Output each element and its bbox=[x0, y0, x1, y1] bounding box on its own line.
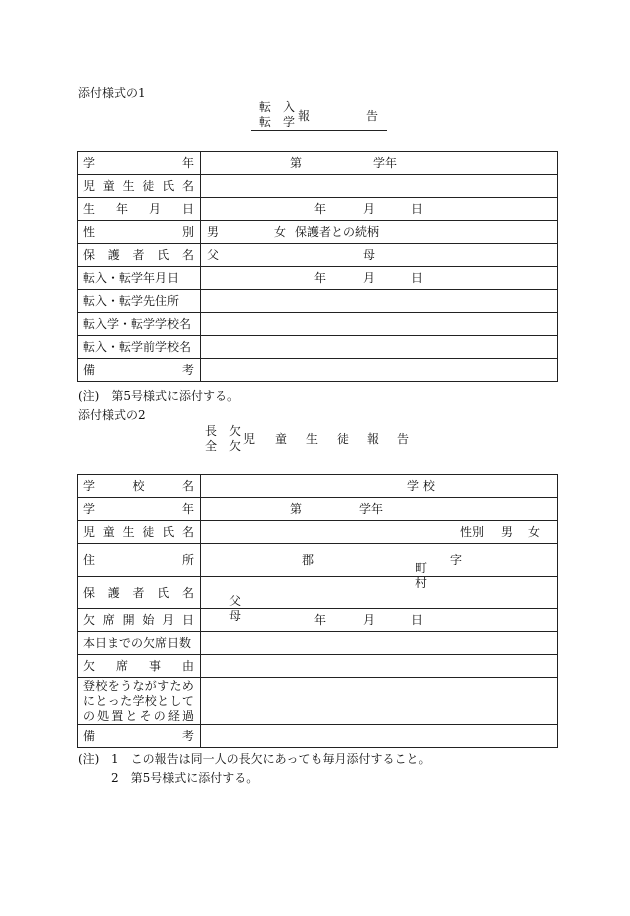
form2-row-grade bbox=[78, 498, 558, 521]
form2-address-mura: 村 bbox=[415, 576, 428, 590]
form2-address-aza: 字 bbox=[450, 553, 463, 567]
form1-row-guardian bbox=[78, 244, 558, 267]
form2-row-name bbox=[78, 521, 558, 544]
form1-guardian-mother: 母 bbox=[363, 248, 376, 262]
form2-absence-reason-label: 欠 席 事 由 bbox=[83, 659, 194, 673]
form1-remarks-field[interactable] bbox=[201, 359, 558, 382]
form2-absence-start-field[interactable] bbox=[201, 609, 558, 632]
form1-sex-field[interactable] bbox=[201, 221, 558, 244]
form1-row-name bbox=[78, 175, 558, 198]
form2-note-2: 2 第5号様式に添付する。 bbox=[111, 771, 259, 785]
form2-row-absence-days bbox=[78, 632, 558, 655]
form2-guardian-father: 父 bbox=[229, 593, 242, 608]
form1-grade-prefix: 第 bbox=[290, 156, 303, 170]
form2-guardian-field[interactable] bbox=[201, 577, 558, 623]
form2-sex-label: 性別 bbox=[460, 525, 485, 539]
form1-name-field[interactable] bbox=[201, 175, 558, 198]
form1-name-label: 児 童 生 徒 氏 名 bbox=[83, 179, 194, 193]
form1-sex-female[interactable]: 女 bbox=[274, 225, 287, 239]
form2-title-word-4: 徒 bbox=[337, 432, 350, 446]
form1-prev-school-label: 転入・転学前学校名 bbox=[83, 340, 192, 354]
form2-remarks-label: 備 考 bbox=[83, 729, 194, 743]
form1-prev-school-field[interactable] bbox=[201, 336, 558, 359]
form1-birth-day: 日 bbox=[411, 202, 424, 216]
form2-absence-month: 月 bbox=[363, 613, 376, 627]
form2-row-guardian bbox=[78, 577, 558, 609]
form2-absence-year: 年 bbox=[314, 613, 327, 627]
form1-caption: 添付様式の1 bbox=[78, 86, 146, 100]
form1-school-name-label: 転入学・転学学校名 bbox=[83, 317, 192, 331]
form1-birth-label: 生 年 月 日 bbox=[83, 202, 194, 216]
form1-title-word2: 告 bbox=[366, 109, 379, 123]
form2-sex-male[interactable]: 男 bbox=[501, 525, 514, 539]
form2-address-machi: 町 bbox=[415, 561, 428, 575]
form2-absence-days-label: 本日までの欠席日数 bbox=[83, 636, 192, 650]
form2-title-stack-top: 長 欠 bbox=[205, 424, 242, 438]
form2-name-label: 児 童 生 徒 氏 名 bbox=[83, 525, 194, 539]
form1-destination-label: 転入・転学先住所 bbox=[83, 294, 180, 308]
form1-row-sex bbox=[78, 221, 558, 244]
form2-note-prefix: (注) bbox=[78, 752, 100, 766]
form2-address-gun: 郡 bbox=[302, 553, 315, 567]
form1-transfer-day: 日 bbox=[411, 271, 424, 285]
form1-birth-year: 年 bbox=[314, 202, 327, 216]
form2-measures-line2: に と っ た 学 校 と し て bbox=[83, 693, 194, 708]
form1-school-name-field[interactable] bbox=[201, 313, 558, 336]
form1-sex-relation-label: 保護者との続柄 bbox=[295, 225, 380, 239]
form1-row-transfer-date bbox=[78, 267, 558, 290]
form2-measures-field[interactable] bbox=[201, 678, 558, 725]
form1-row-birth bbox=[78, 198, 558, 221]
form2-measures-label bbox=[78, 678, 201, 725]
form2-note-1: 1 この報告は同一人の長欠にあっても毎月添付すること。 bbox=[111, 752, 431, 766]
form2-guardian-label: 保 護 者 氏 名 bbox=[83, 585, 194, 600]
form2-grade-label: 学 年 bbox=[83, 502, 194, 516]
form1-title-stack-bottom: 転 学 bbox=[259, 115, 296, 129]
form1-table bbox=[77, 151, 558, 382]
form2-row-school bbox=[78, 475, 558, 498]
form1-grade-field[interactable] bbox=[201, 152, 558, 175]
form2-title-stack-bottom: 全 欠 bbox=[205, 439, 242, 453]
form2-row-absence-start bbox=[78, 609, 558, 632]
form2-title-word-1: 児 bbox=[243, 432, 256, 446]
form1-note: (注) 第5号様式に添付する。 bbox=[78, 389, 239, 403]
form2-absence-days-field[interactable] bbox=[201, 632, 558, 655]
form1-row-school-name bbox=[78, 313, 558, 336]
form1-row-destination bbox=[78, 290, 558, 313]
form2-sex-female[interactable]: 女 bbox=[528, 525, 541, 539]
form2-school-label: 学 校 名 bbox=[83, 479, 194, 493]
form1-row-grade bbox=[78, 152, 558, 175]
form2-school-field[interactable] bbox=[201, 475, 558, 498]
form2-title-word-2: 童 bbox=[275, 432, 288, 446]
form2-measures-line1: 登 校 を う な が す た め bbox=[83, 678, 194, 693]
form1-transfer-year: 年 bbox=[314, 271, 327, 285]
form2-address-field[interactable] bbox=[201, 544, 558, 590]
form1-sex-label: 性 別 bbox=[83, 225, 194, 239]
form1-guardian-field[interactable] bbox=[201, 244, 558, 267]
form1-destination-field[interactable] bbox=[201, 290, 558, 313]
form1-birth-field[interactable] bbox=[201, 198, 558, 221]
form2-title-word-5: 報 bbox=[367, 432, 380, 446]
form2-absence-reason-field[interactable] bbox=[201, 655, 558, 678]
form2-title-word-6: 告 bbox=[397, 432, 410, 446]
form2-remarks-field[interactable] bbox=[201, 725, 558, 748]
form2-table bbox=[77, 474, 558, 748]
form1-transfer-date-label: 転入・転学年月日 bbox=[83, 271, 180, 285]
form1-transfer-month: 月 bbox=[363, 271, 376, 285]
form2-caption: 添付様式の2 bbox=[78, 408, 146, 422]
form2-row-absence-reason bbox=[78, 655, 558, 678]
form1-remarks-label: 備 考 bbox=[83, 363, 194, 377]
form1-guardian-label: 保 護 者 氏 名 bbox=[83, 248, 194, 262]
form1-birth-month: 月 bbox=[363, 202, 376, 216]
form1-row-remarks bbox=[78, 359, 558, 382]
form2-measures-line3: の 処 置 と そ の 経 過 bbox=[83, 708, 194, 723]
form1-sex-male[interactable]: 男 bbox=[207, 225, 220, 239]
form2-name-field[interactable] bbox=[201, 521, 558, 544]
form1-transfer-date-field[interactable] bbox=[201, 267, 558, 290]
form1-guardian-father: 父 bbox=[207, 248, 220, 262]
form2-absence-day: 日 bbox=[411, 613, 424, 627]
form2-grade-prefix: 第 bbox=[290, 502, 303, 516]
form2-address-label: 住 所 bbox=[83, 553, 194, 567]
form1-title-word1: 報 bbox=[298, 109, 311, 123]
form1-grade-suffix: 学年 bbox=[373, 156, 398, 170]
form2-grade-suffix: 学年 bbox=[359, 502, 384, 516]
form1-title-stack-top: 転 入 bbox=[259, 100, 296, 114]
form2-absence-start-label: 欠 席 開 始 月 日 bbox=[83, 613, 194, 627]
form1-title-underline bbox=[251, 130, 387, 131]
form2-guardian-mother: 母 bbox=[229, 608, 242, 623]
form2-row-remarks bbox=[78, 725, 558, 748]
form2-row-address bbox=[78, 544, 558, 577]
form2-grade-field[interactable] bbox=[201, 498, 558, 521]
form2-row-measures bbox=[78, 678, 558, 725]
form1-grade-label: 学 年 bbox=[83, 156, 194, 170]
form2-title-word-3: 生 bbox=[306, 432, 319, 446]
form1-row-prev-school bbox=[78, 336, 558, 359]
form2-school-suffix: 学 校 bbox=[407, 479, 435, 493]
